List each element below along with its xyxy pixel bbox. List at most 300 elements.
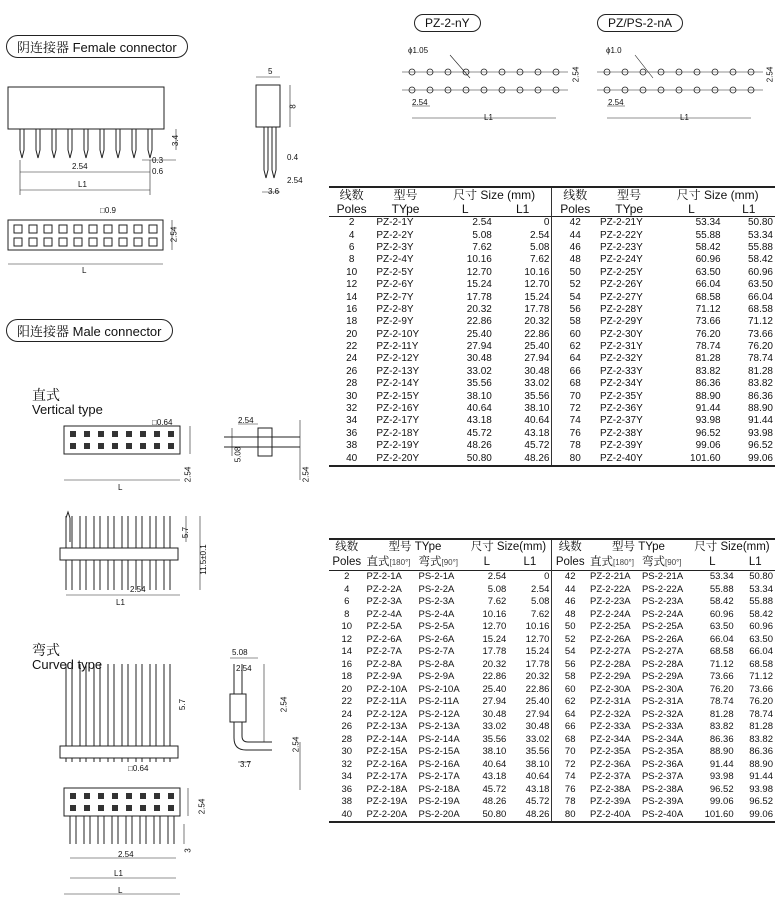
table-row xyxy=(329,316,775,328)
table1-cell: PZ-2-30Y xyxy=(599,328,643,340)
table2-cell: 43.18 xyxy=(525,783,550,795)
table1-cell: 7.62 xyxy=(529,254,550,266)
table1-cell: 76.20 xyxy=(747,341,773,353)
table1-cell: PZ-2-22Y xyxy=(599,229,643,241)
table1-cell: PZ-2-12Y xyxy=(376,353,420,365)
dim-phi-1-05: ϕ1.05 xyxy=(408,46,429,55)
table-row xyxy=(329,291,775,303)
male-vertical-drawing xyxy=(0,410,320,610)
th-poles-en: Poles xyxy=(336,202,367,216)
table-row xyxy=(329,659,775,672)
table2-cell: PZ-2-13A xyxy=(366,721,408,733)
table1-cell: 64 xyxy=(552,353,598,365)
table2-cell: 68.58 xyxy=(709,646,734,658)
table2-cell: 20.32 xyxy=(482,658,507,670)
table2-cell: 43.18 xyxy=(482,771,507,783)
table2-cell: PZ-2-8A xyxy=(366,658,402,670)
table1-cell: PZ-2-40Y xyxy=(599,452,643,464)
table1-cell: 34 xyxy=(346,415,358,427)
table1-cell: 48.26 xyxy=(466,440,492,452)
dim-2-54-m: 2.54 xyxy=(279,696,289,713)
table2-cell: 78.74 xyxy=(749,708,773,720)
table1-cell: 48.26 xyxy=(524,452,550,464)
table2-cell: 56 xyxy=(552,659,588,672)
table2-cell: PS-2-25A xyxy=(641,621,684,633)
table2-cell: 99.06 xyxy=(709,796,734,808)
table1-cell: PZ-2-11Y xyxy=(376,341,419,353)
table1-cell: 25.40 xyxy=(524,341,550,353)
table2-cell: PZ-2-22A xyxy=(589,583,631,595)
table2-cell: 83.82 xyxy=(749,733,773,745)
th2-bent-label-2: 弯式 xyxy=(641,556,665,568)
dim-L1-d: L1 xyxy=(116,598,125,607)
table1-cell: PZ-2-7Y xyxy=(376,291,414,303)
table1-cell: 24 xyxy=(346,353,358,365)
table1-cell: 91.44 xyxy=(747,415,773,427)
table1-cell: 58 xyxy=(552,316,598,328)
table1-cell: 7.62 xyxy=(472,241,492,253)
table2-cell: PZ-2-39A xyxy=(589,796,631,808)
table1-cell: PZ-2-6Y xyxy=(376,279,414,291)
table1-cell: 76.20 xyxy=(695,328,721,340)
table2-cell: 50.80 xyxy=(482,808,507,820)
table2-cell: 86.36 xyxy=(709,733,734,745)
table2-cell: 42 xyxy=(552,571,588,584)
table2-cell: 46 xyxy=(552,596,588,609)
table2-cell: 99.06 xyxy=(749,808,773,820)
female-connector-label: 阴连接器 Female connector xyxy=(6,35,188,58)
table2-cell: PZ-2-17A xyxy=(366,771,408,783)
table2-cell: 50.80 xyxy=(749,571,773,583)
table1-cell: PZ-2-29Y xyxy=(599,316,643,328)
table-row xyxy=(329,646,775,659)
table2-cell: PS-2-2A xyxy=(418,583,455,595)
table2-cell: PS-2-6A xyxy=(418,633,455,645)
table2-cell: 10 xyxy=(341,621,353,633)
table2-cell: PZ-2-4A xyxy=(366,608,402,620)
table2-cell: PZ-2-3A xyxy=(366,596,402,608)
th2-L1: L1 xyxy=(523,556,537,568)
table1-cell: 27.94 xyxy=(524,353,550,365)
th-type-cn-2: 型号 xyxy=(617,188,642,202)
table2-cell: 2.54 xyxy=(487,571,507,583)
table2-cell: 12 xyxy=(341,633,353,645)
table2-cell: 20 xyxy=(341,683,353,695)
dim-5-7: 5.7 xyxy=(181,526,191,539)
table2-cell: PZ-2-31A xyxy=(589,696,631,708)
table1-cell: 70 xyxy=(552,390,598,402)
table2-cell: 93.98 xyxy=(749,783,773,795)
table2-cell: 12.70 xyxy=(482,621,507,633)
table1-cell: 8 xyxy=(348,254,355,266)
table2-cell: PS-2-7A xyxy=(418,646,455,658)
table2-cell: 35.56 xyxy=(525,746,550,758)
table2-cell: PS-2-28A xyxy=(641,658,684,670)
table2-cell: 63.50 xyxy=(749,633,773,645)
table1-cell: 40.64 xyxy=(524,415,550,427)
table2-cell: PS-2-16A xyxy=(418,758,460,770)
table2-cell: PZ-2-32A xyxy=(589,708,631,720)
table-row xyxy=(329,366,775,378)
dim-2-54-e: 2.54 xyxy=(412,98,428,107)
table2-cell: 4 xyxy=(344,583,350,595)
dim-3-4: 3.4 xyxy=(171,134,181,147)
table1-cell: PZ-2-5Y xyxy=(376,266,414,278)
table1-cell: 43.18 xyxy=(524,427,550,439)
table-row xyxy=(329,696,775,709)
table2-cell: PZ-2-9A xyxy=(366,671,402,683)
th2-bent-sub: [90°] xyxy=(441,558,459,567)
table2-cell: PZ-2-29A xyxy=(589,671,631,683)
dim-L-b: L xyxy=(118,483,123,492)
th-L: L xyxy=(461,202,469,216)
table1-cell: PZ-2-1Y xyxy=(376,217,414,229)
dim-3-6: 3.6 xyxy=(268,187,280,196)
table1-cell: 30 xyxy=(346,390,358,402)
table1-cell: 20.32 xyxy=(466,303,492,315)
table2-cell: PS-2-9A xyxy=(418,671,455,683)
table1-cell: 86.36 xyxy=(695,378,721,390)
table2-cell: 86.36 xyxy=(749,746,773,758)
table1-cell: 27.94 xyxy=(466,341,492,353)
table1-cell: PZ-2-23Y xyxy=(599,241,643,253)
table1-cell: 48 xyxy=(552,254,598,266)
table1-cell: 46 xyxy=(552,242,598,254)
table1-cell: 91.44 xyxy=(695,403,721,415)
table-pz-ny xyxy=(329,186,775,467)
th-type-en-2: TYpe xyxy=(615,202,644,216)
table1-cell: 53.34 xyxy=(747,229,773,241)
table-row xyxy=(329,709,775,722)
table2-cell: 7.62 xyxy=(487,596,507,608)
table1-cell: PZ-2-28Y xyxy=(599,303,643,315)
table1-cell: 86.36 xyxy=(747,390,773,402)
table2-cell: PZ-2-30A xyxy=(589,683,631,695)
table1-cell: 12.70 xyxy=(466,266,492,278)
table1-cell: 68.58 xyxy=(747,303,773,315)
dim-0-3: 0.3 xyxy=(152,156,164,165)
table2-cell: PS-2-32A xyxy=(641,708,684,720)
table1-cell: 68 xyxy=(552,378,598,390)
table2-cell: PS-2-33A xyxy=(641,721,684,733)
table2-cell: 22 xyxy=(341,696,353,708)
dim-2-54-a: 2.54 xyxy=(72,162,88,171)
table2-cell: 5.08 xyxy=(530,596,550,608)
table2-cell: 83.82 xyxy=(709,721,734,733)
table1-cell: 43.18 xyxy=(466,415,492,427)
table-row xyxy=(329,584,775,597)
table2-cell: 66.04 xyxy=(749,646,773,658)
table-row xyxy=(329,217,775,230)
table-row xyxy=(329,609,775,622)
pz-ny-label: PZ-2-nY xyxy=(414,14,481,32)
th2-straight-sub-2: [180°] xyxy=(612,558,634,567)
table2-cell: 63.50 xyxy=(709,621,734,633)
table1-cell: PZ-2-24Y xyxy=(599,254,643,266)
table1-cell: 99.06 xyxy=(747,452,773,464)
table2-cell: PS-2-4A xyxy=(418,608,455,620)
table1-cell: PZ-2-9Y xyxy=(376,316,414,328)
table-row xyxy=(329,403,775,415)
table2-cell: 76.20 xyxy=(709,683,734,695)
th-size-2: 尺寸 Size (mm) xyxy=(676,188,759,202)
table2-cell: PZ-2-23A xyxy=(589,596,631,608)
table2-cell: PZ-2-1A xyxy=(366,571,402,583)
th2-poles-en: Poles xyxy=(332,556,362,568)
table2-cell: 73.66 xyxy=(749,683,773,695)
table1-cell: PZ-2-27Y xyxy=(599,291,643,303)
th2-poles-cn-2: 线数 xyxy=(552,539,588,555)
th2-type: 型号 TYpe xyxy=(388,541,442,553)
table-row xyxy=(329,734,775,747)
table2-cell: PS-2-31A xyxy=(641,696,684,708)
dim-L1-e: L1 xyxy=(114,869,123,878)
table2-cell: PZ-2-24A xyxy=(589,608,631,620)
table2-cell: 40 xyxy=(341,808,353,820)
dim-2-54-c: 2.54 xyxy=(169,226,179,243)
dim-2-54-n: 2.54 xyxy=(291,736,301,753)
table2-cell: 25.40 xyxy=(482,683,507,695)
table-row xyxy=(329,759,775,772)
table2-cell: 66.04 xyxy=(709,633,734,645)
table2-cell: PZ-2-40A xyxy=(589,808,631,820)
table-row xyxy=(329,746,775,759)
table2-cell: PS-2-18A xyxy=(418,783,460,795)
female-body xyxy=(8,87,164,129)
table1-cell: 20.32 xyxy=(524,316,550,328)
table2-cell: 54 xyxy=(552,646,588,659)
table-row xyxy=(329,254,775,266)
table1-cell: PZ-2-31Y xyxy=(599,341,643,353)
table2-cell: 78.74 xyxy=(709,696,734,708)
table-row xyxy=(329,452,775,465)
table1-cell: 45.72 xyxy=(524,440,550,452)
table2-cell: 38.10 xyxy=(482,746,507,758)
table2-cell: PZ-2-12A xyxy=(366,708,408,720)
table2-cell: PS-2-30A xyxy=(641,683,684,695)
table2-cell: 7.62 xyxy=(530,608,550,620)
table1-cell: 38 xyxy=(346,440,358,452)
table-row xyxy=(329,341,775,353)
dim-L-c: L xyxy=(118,886,123,895)
table1-cell: 60.96 xyxy=(695,254,721,266)
table1-cell: 76 xyxy=(552,428,598,440)
table1-cell: PZ-2-37Y xyxy=(599,415,643,427)
table2-cell: PS-2-39A xyxy=(641,796,684,808)
table-row xyxy=(329,809,775,823)
table1-cell: PZ-2-39Y xyxy=(599,440,643,452)
table2-cell: PZ-2-6A xyxy=(366,633,402,645)
table2-cell: PZ-2-16A xyxy=(366,758,408,770)
table1-cell: 99.06 xyxy=(695,440,721,452)
table2-cell: PS-2-13A xyxy=(418,721,460,733)
table2-cell: PS-2-12A xyxy=(418,708,460,720)
male-connector-label: 阳连接器 Male connector xyxy=(6,319,173,342)
table1-cell: 42 xyxy=(552,217,598,230)
table2-cell: 44 xyxy=(552,584,588,597)
table-row xyxy=(329,771,775,784)
table-row xyxy=(329,596,775,609)
th2-L-2: L xyxy=(709,556,716,568)
table-row xyxy=(329,684,775,697)
table-row xyxy=(329,390,775,402)
th2-type-2: 型号 TYpe xyxy=(612,541,665,553)
table-row xyxy=(329,796,775,809)
dim-2-54-p: 2.54 xyxy=(118,850,134,859)
dim-5-08: 5.08 xyxy=(233,446,243,463)
curved-type-en: Curved type xyxy=(32,657,103,672)
table2-cell: 28 xyxy=(341,733,353,745)
table2-cell: 36 xyxy=(341,783,353,795)
th-L-2: L xyxy=(688,202,695,216)
table2-cell: 38 xyxy=(341,796,353,808)
table2-cell: PS-2-8A xyxy=(418,658,455,670)
table1-cell: 22.86 xyxy=(524,328,550,340)
table1-cell: 17.78 xyxy=(466,291,492,303)
dim-2-54-i: 2.54 xyxy=(238,416,254,425)
table1-cell: 22.86 xyxy=(466,316,492,328)
table2-cell: 45.72 xyxy=(482,783,507,795)
table1-cell: 10.16 xyxy=(524,266,550,278)
table-row xyxy=(329,634,775,647)
dim-5-7-b: 5.7 xyxy=(178,698,188,711)
table2-cell: 27.94 xyxy=(525,708,550,720)
table-row xyxy=(329,428,775,440)
th-poles-en-2: Poles xyxy=(552,202,598,217)
table1-cell: PZ-2-14Y xyxy=(376,378,420,390)
table2-cell: 15.24 xyxy=(482,633,507,645)
table2-cell: 48.26 xyxy=(525,808,550,820)
table1-cell: 18 xyxy=(346,316,358,328)
table1-cell: 15.24 xyxy=(524,291,550,303)
table2-cell: 45.72 xyxy=(525,796,550,808)
th2-L: L xyxy=(483,556,491,568)
table1-cell: 33.02 xyxy=(524,378,550,390)
table2-cell: 73.66 xyxy=(709,671,734,683)
dim-2-54-o: 2.54 xyxy=(197,798,207,815)
table2-cell: 50 xyxy=(552,621,588,634)
table2-cell: PS-2-36A xyxy=(641,758,684,770)
table1-cell: 66.04 xyxy=(695,279,721,291)
table-row xyxy=(329,304,775,316)
th-poles-cn: 线数 xyxy=(339,188,364,202)
dim-2-54-g: 2.54 xyxy=(608,98,624,107)
table1-cell: 14 xyxy=(346,291,358,303)
table1-cell: 5.08 xyxy=(472,229,492,241)
table-row xyxy=(329,671,775,684)
table-row xyxy=(329,242,775,254)
table1-cell: PZ-2-8Y xyxy=(376,303,414,315)
table2-cell: PZ-2-2A xyxy=(366,583,402,595)
table2-cell: 16 xyxy=(341,658,353,670)
table1-cell: 2.54 xyxy=(529,229,550,241)
table2-cell: PZ-2-21A xyxy=(589,571,631,583)
table1-cell: PZ-2-17Y xyxy=(376,415,420,427)
dim-square-0-64-b: □0.64 xyxy=(128,764,149,773)
dim-2-54-l: 2.54 xyxy=(236,664,252,673)
table1-cell: PZ-2-36Y xyxy=(599,403,643,415)
dim-2-54-h: 2.54 xyxy=(183,466,193,483)
table1-cell: 60.96 xyxy=(747,266,773,278)
table1-cell: 96.52 xyxy=(747,440,773,452)
female-bottom-holes xyxy=(14,225,157,246)
table2-cell: 48.26 xyxy=(482,796,507,808)
table2-cell: 53.34 xyxy=(749,583,773,595)
table1-cell: 78.74 xyxy=(747,353,773,365)
table1-cell: 33.02 xyxy=(466,365,492,377)
dim-square-0-9: □0.9 xyxy=(100,206,116,215)
table1-cell: 30.48 xyxy=(466,353,492,365)
table2-cell: 55.88 xyxy=(709,583,734,595)
table1-cell: 22 xyxy=(346,341,358,353)
female-pins xyxy=(20,129,152,158)
table1-cell: PZ-2-3Y xyxy=(376,241,414,253)
table1-cell: 2 xyxy=(348,217,355,229)
table1-cell: PZ-2-13Y xyxy=(376,365,420,377)
table2-cell: PS-2-26A xyxy=(641,633,684,645)
table2-cell: PS-2-27A xyxy=(641,646,684,658)
dim-11-5: 11.5±0.1 xyxy=(198,544,208,575)
table1-cell: 20 xyxy=(346,328,358,340)
table1-cell: PZ-2-25Y xyxy=(599,266,643,278)
dim-L-a: L xyxy=(82,266,87,275)
dim-L1-a: L1 xyxy=(78,180,87,189)
th2-bent-label: 弯式 xyxy=(418,556,442,568)
table1-cell: PZ-2-21Y xyxy=(599,217,643,229)
vertical-type-cn: 直式 xyxy=(32,387,60,403)
table1-cell: 28 xyxy=(346,378,358,390)
table2-cell: 76.20 xyxy=(749,696,773,708)
table2-cell: PS-2-11A xyxy=(418,696,459,708)
table1-cell: 58.42 xyxy=(695,241,721,253)
table2-cell: PZ-2-28A xyxy=(589,658,631,670)
table1-cell: 12 xyxy=(346,279,358,291)
th-L1-2: L1 xyxy=(742,202,756,216)
table1-cell: PZ-2-33Y xyxy=(599,365,643,377)
table2-cell: PZ-2-34A xyxy=(589,733,631,745)
th2-straight-label-2: 直式 xyxy=(589,556,613,568)
table2-cell: PS-2-20A xyxy=(418,808,460,820)
table1-cell: 38.10 xyxy=(524,403,550,415)
table1-cell: 101.60 xyxy=(690,452,721,464)
table1-cell: 81.28 xyxy=(695,353,721,365)
table2-cell: 60 xyxy=(552,684,588,697)
curved-type-cn: 弯式 xyxy=(32,642,60,658)
table1-cell: 88.90 xyxy=(747,403,773,415)
table1-cell: 52 xyxy=(552,279,598,291)
table1-cell: 40 xyxy=(346,452,358,464)
table1-cell: 50.80 xyxy=(747,217,773,229)
table-row xyxy=(329,378,775,390)
table2-cell: 62 xyxy=(552,696,588,709)
dim-3: 3 xyxy=(183,848,193,853)
table1-cell: 78 xyxy=(552,440,598,452)
table2-cell: PS-2-22A xyxy=(641,583,684,595)
table1-cell: 55.88 xyxy=(747,241,773,253)
table2-cell: 32 xyxy=(341,758,353,770)
table2-cell: 71.12 xyxy=(749,671,773,683)
table2-cell: 71.12 xyxy=(709,658,734,670)
table2-cell: PS-2-34A xyxy=(641,733,684,745)
table2-cell: PS-2-1A xyxy=(418,571,455,583)
table2-cell: 14 xyxy=(341,646,353,658)
table2-cell: PS-2-10A xyxy=(418,683,460,695)
table1-cell: PZ-2-16Y xyxy=(376,403,420,415)
table2-cell: 10.16 xyxy=(482,608,507,620)
table2-cell: 10.16 xyxy=(525,621,550,633)
table2-cell: 33.02 xyxy=(525,733,550,745)
table1-cell: 32 xyxy=(346,403,358,415)
